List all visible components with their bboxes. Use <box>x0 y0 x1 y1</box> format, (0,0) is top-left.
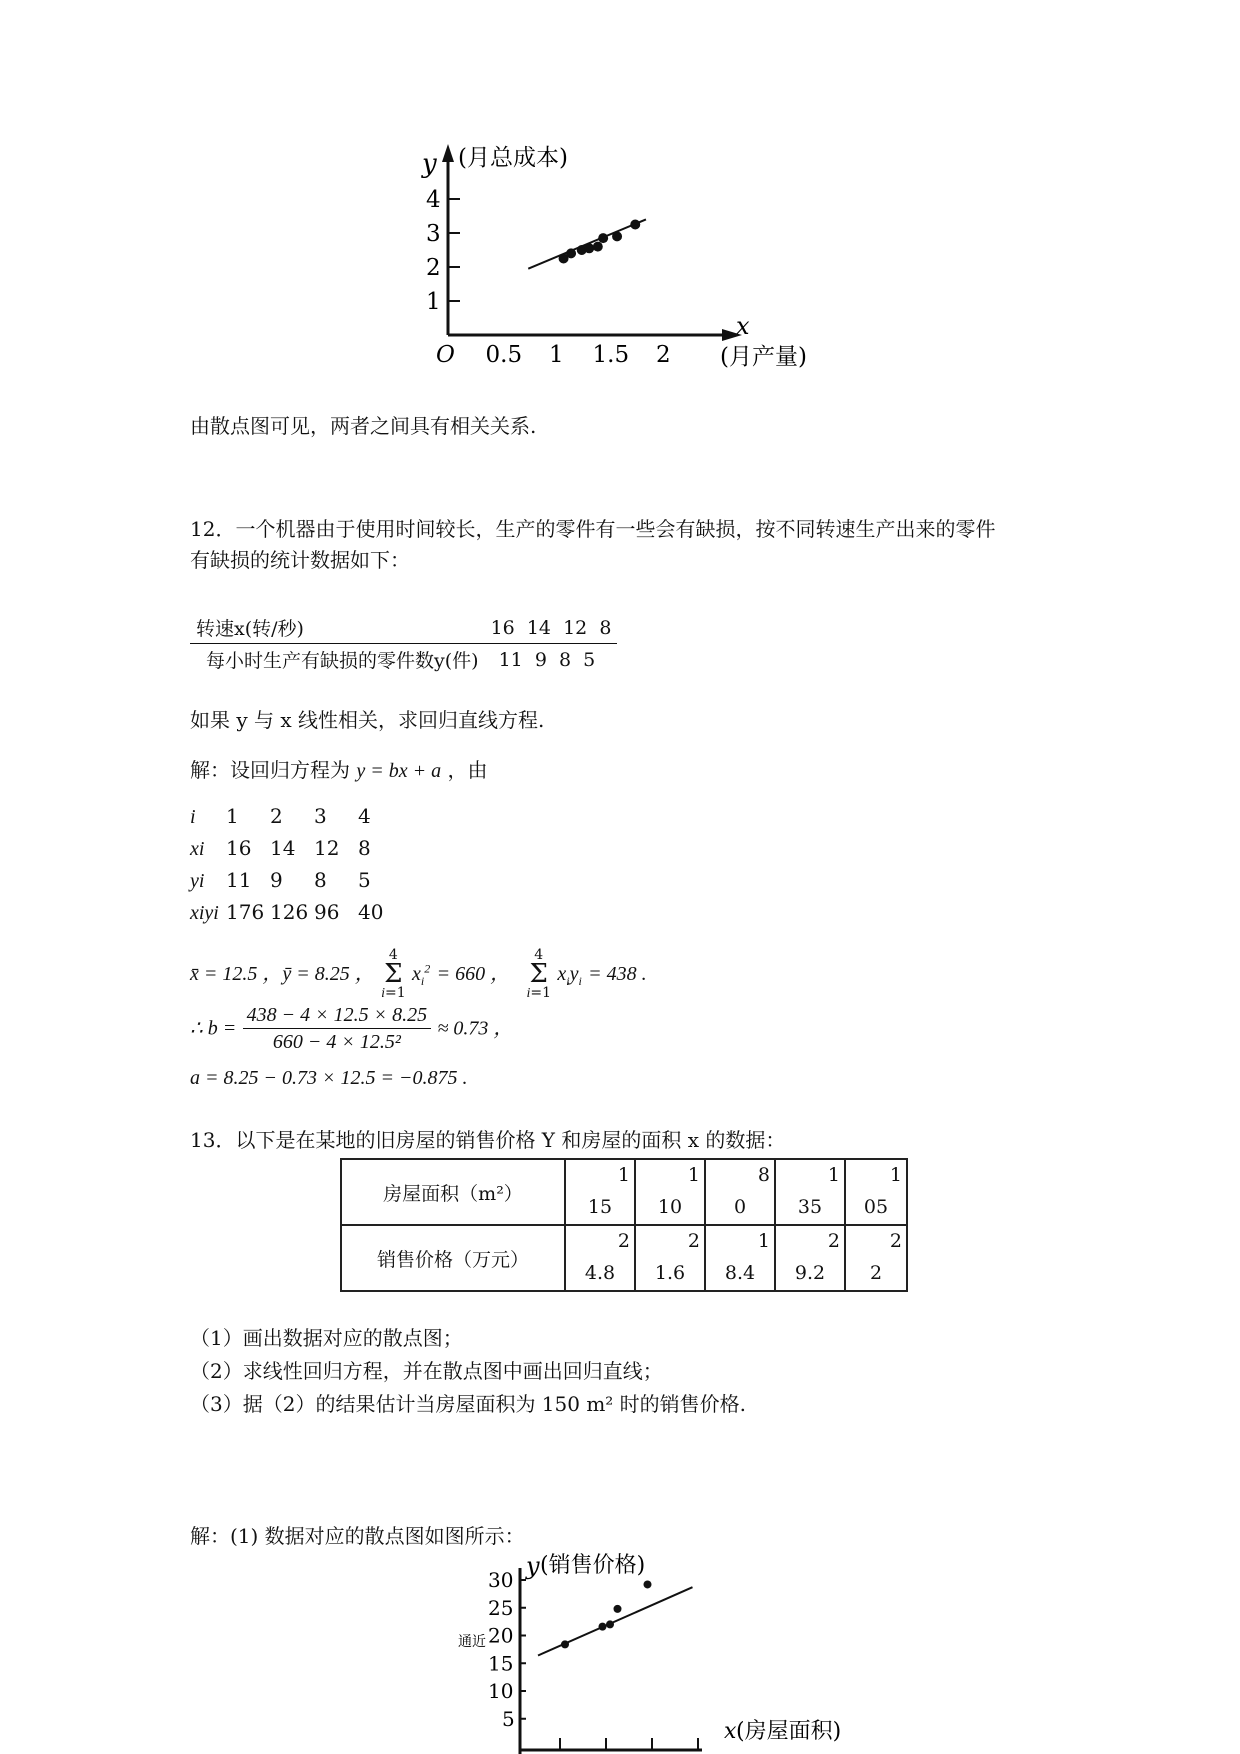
row-label: xi <box>190 838 205 860</box>
b-prefix: ∴ b = <box>190 1017 237 1040</box>
cell-value: 8 <box>358 836 371 860</box>
cell-bottom-digits: 1.6 <box>654 1262 686 1284</box>
cell-top-digit: 2 <box>889 1230 902 1252</box>
q12-line-2: 有缺损的统计数据如下： <box>190 548 410 572</box>
q13-part-3: （3）据（2）的结果估计当房屋面积为 150 m² 时的销售价格. <box>190 1392 747 1416</box>
x-tick-label: 1.5 <box>592 342 630 368</box>
cell-value: 12 <box>314 836 340 860</box>
sum-xy-term: $x_iy_i$ <box>557 963 582 988</box>
q13-row1-label: 房屋面积（m²） <box>341 1159 565 1225</box>
q12-row1-values: 16 14 12 8 <box>490 616 612 639</box>
scatter-conclusion: 由散点图可见，两者之间具有相关关系. <box>190 414 537 438</box>
x-tick-label: 0.5 <box>485 342 523 368</box>
cell-bottom-digits: 0 <box>733 1196 747 1218</box>
solution-table-xi-row <box>190 832 402 864</box>
solution-intro-text: 解：设回归方程为 <box>190 758 350 782</box>
x-tick-label: 1 <box>549 342 564 368</box>
y-axis-label: y <box>526 1552 540 1580</box>
a-formula: a = 8.25 − 0.73 × 12.5 = −0.875 . <box>190 1067 468 1089</box>
row-label: xiyi <box>190 902 219 924</box>
regression-line <box>538 1587 693 1655</box>
row-label: yi <box>190 870 205 892</box>
q12-row2-label: 每小时生产有缺损的零件数y(件) <box>206 650 479 672</box>
solution-from-text: ，由 <box>447 758 488 782</box>
cell-value: 40 <box>358 900 384 924</box>
cell-value: 9 <box>270 868 283 892</box>
solution-table-xiyi-row <box>190 896 402 928</box>
sum-symbol-2: 4 Σ i=1 <box>526 947 551 1001</box>
q12-solution-table <box>190 800 402 928</box>
row-label: i <box>190 806 196 828</box>
cell-value: 96 <box>314 900 340 924</box>
q13-cell <box>775 1225 845 1291</box>
cell-top-digit: 1 <box>687 1164 700 1186</box>
q12-solution-intro <box>190 756 487 785</box>
y-axis-title: (月总成本) <box>458 145 568 171</box>
cell-value: 176 <box>226 900 265 924</box>
cell-top-digit: 1 <box>757 1230 770 1252</box>
q12-line-1: 12．一个机器由于使用时间较长，生产的零件有一些会有缺损，按不同转速生产出来的零件 <box>190 517 996 541</box>
q13-part-2: （2）求线性回归方程，并在散点图中画出回归直线； <box>190 1359 663 1383</box>
cell-value: 1 <box>226 804 239 828</box>
solution-table-yi-row <box>190 864 402 896</box>
means-text: x̄ = 12.5 ，ȳ = 8.25 ， <box>190 963 375 985</box>
sum-x2-term: $x_i^2$ <box>412 961 431 988</box>
cell-bottom-digits: 05 <box>863 1196 889 1218</box>
solution-table-i-row <box>190 800 402 832</box>
cell-value: 5 <box>358 868 371 892</box>
q13-part-1: （1）画出数据对应的散点图； <box>190 1326 463 1350</box>
data-point <box>614 1605 622 1613</box>
q12-data-table <box>190 612 617 675</box>
q13-cell <box>635 1159 705 1225</box>
cell-bottom-digits: 8.4 <box>724 1262 756 1284</box>
cell-bottom-digits: 35 <box>797 1196 823 1218</box>
sum-xy-value: = 438 . <box>588 963 647 985</box>
y-tick-label: 25 <box>488 1595 514 1620</box>
cell-value: 4 <box>358 804 371 828</box>
q13-cell <box>845 1159 907 1225</box>
y-tick-label: 5 <box>502 1706 515 1731</box>
regression-line <box>528 219 646 268</box>
q12-row1-label: 转速x(转/秒) <box>196 618 304 640</box>
cell-value: 11 <box>226 868 252 892</box>
x-tick-label: 2 <box>656 342 671 368</box>
cell-top-digit: 1 <box>827 1164 840 1186</box>
cell-value: 16 <box>226 836 252 860</box>
cell-bottom-digits: 9.2 <box>794 1262 826 1284</box>
y-tick-label: 1 <box>426 289 441 315</box>
cell-bottom-digits: 4.8 <box>584 1262 616 1284</box>
sum-symbol-1: 4 Σ i=1 <box>381 947 406 1001</box>
cell-bottom-digits: 10 <box>657 1196 683 1218</box>
x-axis-label: x <box>724 1719 737 1744</box>
q13-cell <box>705 1159 775 1225</box>
cell-top-digit: 2 <box>617 1230 630 1252</box>
y-tick-label: 30 <box>488 1568 514 1592</box>
q13-solution-intro: 解：(1) 数据对应的散点图如图所示： <box>190 1524 525 1548</box>
y-axis-arrow-icon <box>442 144 454 162</box>
q13-cell <box>565 1225 635 1291</box>
x-axis-label: x <box>736 312 750 340</box>
y-tick-label: 4 <box>426 187 441 213</box>
x-axis-title: (月产量) <box>720 344 807 370</box>
y-tick-label: 3 <box>426 221 441 247</box>
q13-cell <box>565 1159 635 1225</box>
data-point <box>593 242 603 252</box>
cell-top-digit: 1 <box>617 1164 630 1186</box>
y-tick-label: 15 <box>488 1651 514 1676</box>
cell-value: 126 <box>270 900 309 924</box>
stray-label: 通近 <box>458 1634 486 1650</box>
cell-bottom-digits: 2 <box>869 1262 883 1284</box>
y-tick-label: 2 <box>426 255 441 281</box>
q13-cell <box>705 1225 775 1291</box>
cell-value: 8 <box>314 868 327 892</box>
q13-intro: 13．以下是在某地的旧房屋的销售价格 Y 和房屋的面积 x 的数据： <box>190 1128 786 1152</box>
b-result: ≈ 0.73 ， <box>437 1017 514 1040</box>
cell-value: 3 <box>314 804 327 828</box>
y-axis-title: (销售价格) <box>540 1553 646 1578</box>
cell-bottom-digits: 15 <box>587 1196 613 1218</box>
q13-data-table <box>340 1158 908 1292</box>
cell-value: 2 <box>270 804 283 828</box>
q13-cell <box>845 1225 907 1291</box>
cell-top-digit: 8 <box>757 1164 770 1186</box>
y-tick-label: 10 <box>488 1679 514 1703</box>
origin-label: O <box>436 342 455 368</box>
regression-equation: y = bx + a <box>356 760 442 782</box>
cost-scatter-chart <box>400 140 860 415</box>
cell-value: 14 <box>270 836 296 860</box>
q13-cell <box>775 1159 845 1225</box>
q12-question: 如果 y 与 x 线性相关，求回归直线方程. <box>190 708 545 732</box>
b-numerator: 438 − 4 × 12.5 × 8.25 <box>243 1002 432 1029</box>
x-axis-title: (房屋面积) <box>736 1719 842 1744</box>
y-axis-label: y <box>422 149 437 179</box>
price-scatter-chart <box>440 1548 880 1754</box>
q13-row2-label: 销售价格（万元） <box>341 1225 565 1291</box>
data-point <box>644 1580 652 1588</box>
sum-x2-value: = 660 ， <box>436 963 511 985</box>
q13-cell <box>635 1225 705 1291</box>
cell-top-digit: 1 <box>889 1164 902 1186</box>
b-denominator: 660 − 4 × 12.5² <box>272 1031 401 1053</box>
means-line <box>190 948 647 1001</box>
q12-row2-values: 11 9 8 5 <box>498 648 596 671</box>
b-formula <box>190 1002 513 1055</box>
y-tick-label: 20 <box>488 1623 514 1648</box>
cell-top-digit: 2 <box>827 1230 840 1252</box>
cell-top-digit: 2 <box>687 1230 700 1252</box>
